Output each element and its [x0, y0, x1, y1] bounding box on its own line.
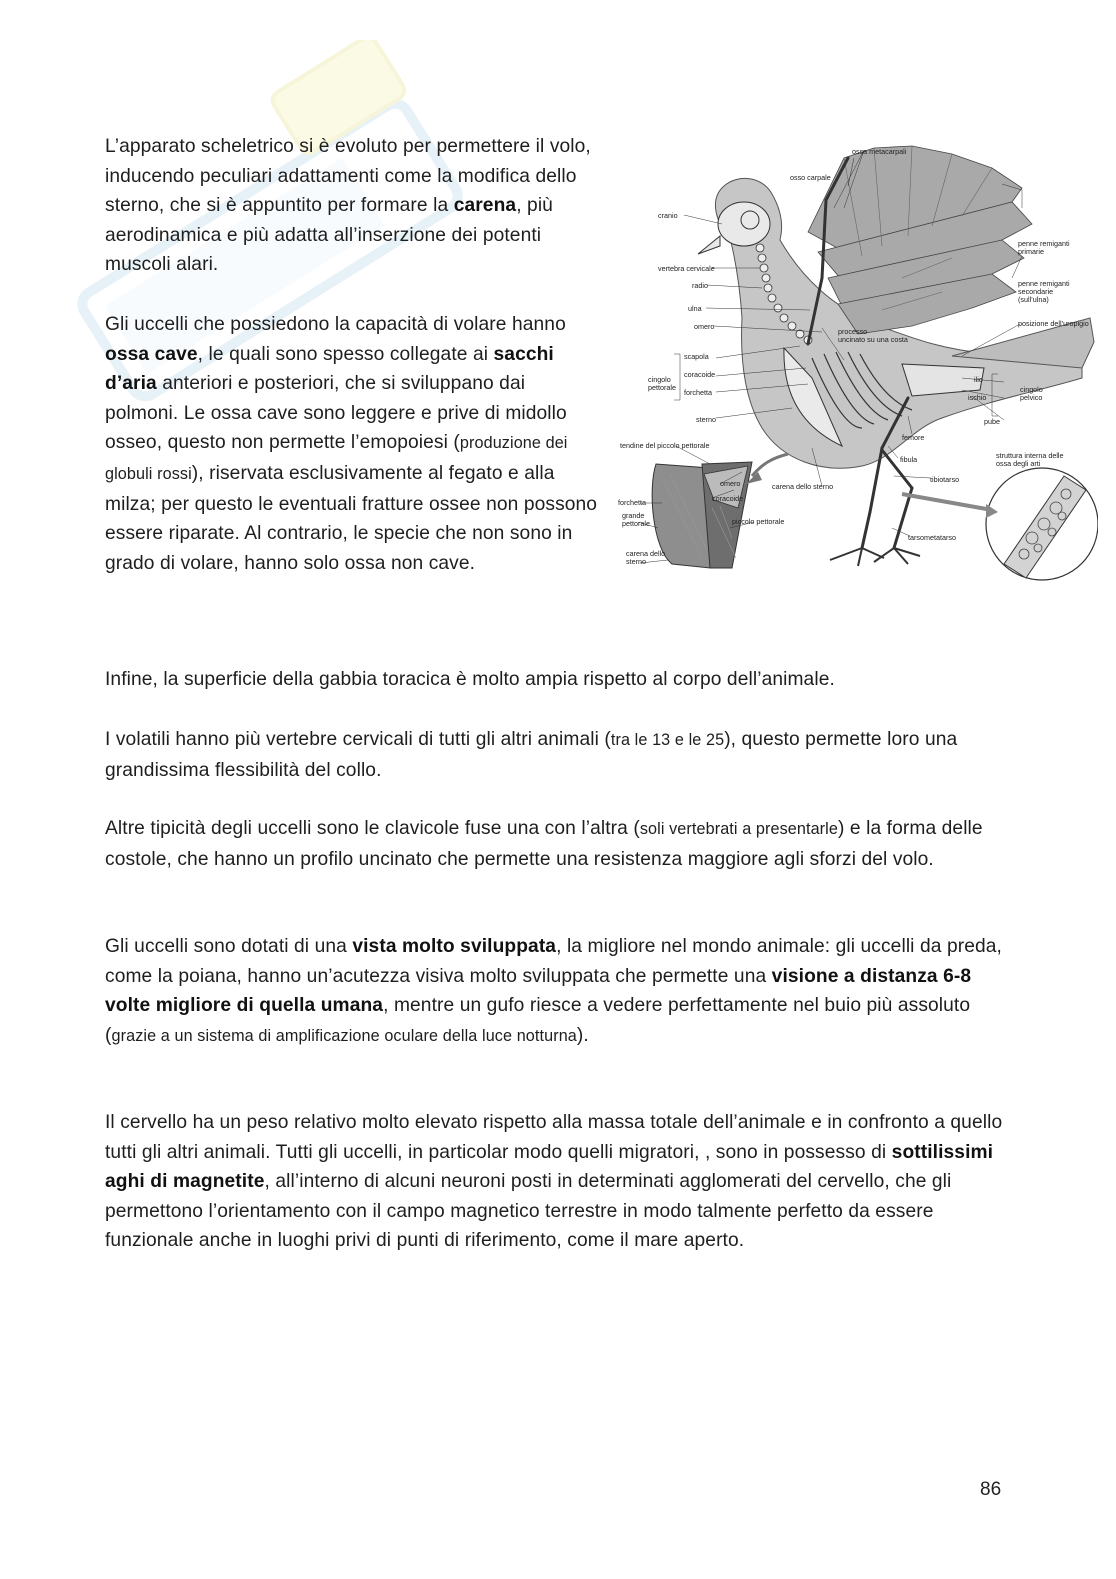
bold-term-ossa-cave: ossa cave [105, 343, 198, 365]
bird-skeleton-figure [612, 128, 1098, 590]
label-cranio: cranio [658, 211, 678, 220]
label-sterno: sterno [696, 415, 716, 424]
label-ilio: ilio [974, 375, 983, 384]
label-tendine-piccolo-pettorale: tendine del piccolo pettorale [620, 441, 710, 450]
label-pube: pube [984, 417, 1000, 426]
parenthetical-note: tra le 13 e le 25 [610, 731, 725, 749]
label-piccolo-pettorale: piccolo pettorale [732, 517, 785, 526]
paragraph-cervical-vertebrae: I volatili hanno più vertebre cervicali di tutti gli altri animali (tra le 13 e le 25), questo permette loro una grandissima flessibilità del collo. [105, 729, 958, 781]
label-tarsometatarso: tarsometatarso [908, 533, 956, 542]
bird-skeleton-illustration [612, 128, 1098, 590]
label-struttura-interna: struttura interna delle ossa degli arti [996, 451, 1064, 468]
bold-term-magnetite: sottilissimi aghi di magnetite [105, 1141, 994, 1193]
label-cingolo-pettorale: cingolo pettorale [648, 375, 676, 392]
label-radio: radio [692, 281, 708, 290]
bold-term-sacchi-aria: sacchi d’aria [105, 343, 554, 395]
label-forchetta-inset: forchetta [618, 498, 646, 507]
label-ischio: ischio [968, 393, 987, 402]
paragraph-brain-magnetite: Il cervello ha un peso relativo molto elevato rispetto alla massa totale dell’animale e in confronto a quello tutti gli altri animali. Tutti gli uccelli, in particolar modo quelli migratori, , sono in possesso di sottilissimi aghi di magnetite, all’interno di alcuni neuroni posti in determinati agglomerati del cervello, che gli permettono l’orientamento con il campo magnetico terrestre in modo talmente perfetto da essere funzionale anche in luoghi privi di punti di riferimento, come il mare aperto. [105, 1112, 1003, 1252]
label-grande-pettorale: grande pettorale [622, 511, 650, 528]
paragraph-rib-cage: Infine, la superficie della gabbia toracica è molto ampia rispetto al corpo dell’animale. [105, 669, 835, 690]
paragraph-vision: Gli uccelli sono dotati di una vista molto sviluppata, la migliore nel mondo animale: gli uccelli da preda, come la poiana, hanno un’acutezza visiva molto sviluppata che permette una visione a distanza 6-8 volte migliore di quella umana, mentre un gufo riesce a vedere perfettamente nel buio più assoluto (grazie a un sistema di amplificazione oculare della luce notturna). [105, 936, 1002, 1046]
label-ulna: ulna [688, 304, 702, 313]
label-penne-remiganti-primarie: penne remiganti primarie [1018, 239, 1070, 256]
label-coracoide-inset: coracoide [712, 494, 744, 503]
bold-term-vista: vista molto sviluppata [352, 936, 557, 957]
label-ossa-metacarpali: ossa metacarpali [852, 147, 907, 156]
label-carena-sterno: carena dello sterno [772, 482, 834, 491]
bold-term-carena: carena [453, 195, 517, 217]
label-omero-inset: omero [720, 479, 741, 488]
parenthetical-note: grazie a un sistema di amplificazione oculare della luce notturna [111, 1026, 577, 1045]
paragraph-sternum: L’apparato scheletrico si è evoluto per permettere il volo, inducendo peculiari adattamenti come la modifica dello sterno, che si è appuntito per formare la carena, più aerodinamica e più adatta all’inserzione dei potenti muscoli alari. [105, 136, 591, 276]
label-coracoide: coracoide [684, 370, 716, 379]
paragraph-hollow-bones: Gli uccelli che possiedono la capacità di volare hanno ossa cave, le quali sono spesso collegate ai sacchi d’aria anteriori e posteriori, che si sviluppano dai polmoni. Le ossa cave sono leggere e prive di midollo osseo, questo non permette l’emopoiesi (produzione dei globuli rossi), riservata esclusivamente al fegato e alla milza; per questo le eventuali fratture ossee non possono essere riparate. Al contrario, le specie che non sono in grado di volare, hanno solo ossa non cave. [105, 314, 598, 574]
label-forchetta: forchetta [684, 388, 712, 397]
paragraph-clavicles-ribs: Altre tipicità degli uccelli sono le clavicole fuse una con l’altra (soli vertebrati a presentarle) e la forma delle costole, che hanno un profilo uncinato che permette una resistenza maggiore agli sforzi del volo. [105, 818, 983, 870]
page-number: 86 [980, 1479, 1002, 1500]
label-processo-uncinato: processo uncinato su una costa [838, 327, 908, 344]
label-posizione-uropigio: posizione dell’uropigio [1018, 319, 1089, 328]
parenthetical-note: soli vertebrati a presentarle [639, 820, 838, 838]
label-femore: femore [902, 433, 925, 442]
label-fibula: fibula [900, 455, 918, 464]
label-penne-remiganti-secondarie: penne remiganti secondarie (sull’ulna) [1018, 279, 1070, 304]
label-scapola: scapola [684, 352, 709, 361]
label-tibiotarso: tibiotarso [930, 475, 960, 484]
label-cingolo-pelvico: cingolo pelvico [1020, 385, 1043, 402]
label-vertebra-cervicale: vertebra cervicale [658, 264, 715, 273]
label-carena-sterno-inset: carena dello sterno [626, 549, 666, 566]
parenthetical-note: produzione dei globuli rossi [105, 434, 568, 483]
bold-term-visione-distanza: visione a distanza 6-8 volte migliore di quella umana [105, 965, 972, 1017]
label-omero: omero [694, 322, 715, 331]
label-osso-carpale: osso carpale [790, 173, 831, 182]
